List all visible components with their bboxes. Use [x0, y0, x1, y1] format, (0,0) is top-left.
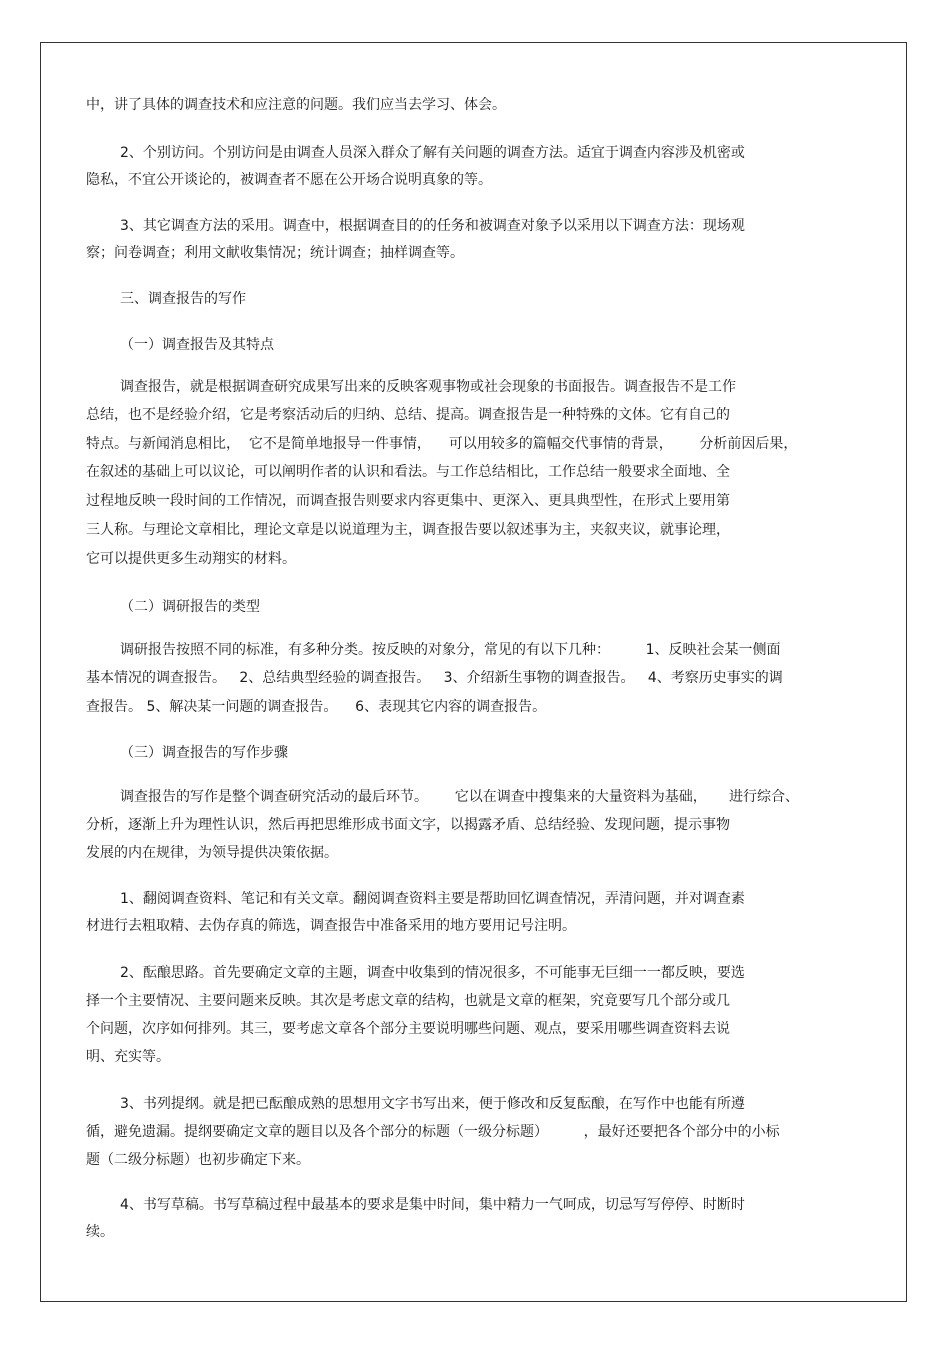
section-heading: 三、调查报告的写作 [120, 291, 246, 307]
text-line: 在叙述的基础上可以议论，可以阐明作者的认识和看法。与工作总结相比，工作总结一般要求全面地、全 [86, 464, 730, 480]
text-line: 择一个主要情况、主要问题来反映。其次是考虑文章的结构，也就是文章的框架，究竟要写几个部分或几 [86, 993, 730, 1009]
text-line: 发展的内在规律，为领导提供决策依据。 [86, 845, 338, 861]
subsection-heading: （一）调查报告及其特点 [120, 337, 274, 353]
text-line: 特点。与新闻消息相比， 它不是简单地报导一件事情， 可以用较多的篇幅交代事情的背景， 分析前因后果， [86, 436, 798, 452]
text-line: 明、充实等。 [86, 1049, 170, 1065]
text-line: 基本情况的调查报告。 2、总结典型经验的调查报告。 3、介绍新生事物的调查报告。 4、考察历史事实的调 [86, 670, 783, 686]
text-line: 隐私，不宜公开谈论的，被调查者不愿在公开场合说明真象的等。 [86, 172, 492, 188]
text-line: 总结，也不是经验介绍，它是考察活动后的归纳、总结、提高。调查报告是一种特殊的文体。它有自己的 [86, 407, 730, 423]
text-line: 3、其它调查方法的采用。调查中，根据调查目的的任务和被调查对象予以采用以下调查方法：现场观 [120, 218, 745, 234]
text-line: 分析，逐渐上升为理性认识，然后再把思维形成书面文字，以揭露矛盾、总结经验、发现问题，提示事物 [86, 817, 730, 833]
text-line: 查报告。 5、解决某一问题的调查报告。 6、表现其它内容的调查报告。 [86, 699, 547, 715]
text-line: 循，避免遗漏。提纲要确定文章的题目以及各个部分的标题（一级分标题） ，最好还要把各个部分中的小标 [86, 1124, 780, 1140]
text-line: 续。 [86, 1224, 114, 1240]
text-line: 调查报告，就是根据调查研究成果写出来的反映客观事物或社会现象的书面报告。调查报告不是工作 [120, 379, 736, 395]
text-line: 2、个别访问。个别访问是由调查人员深入群众了解有关问题的调查方法。适宜于调查内容涉及机密或 [120, 145, 745, 161]
text-line: 材进行去粗取精、去伪存真的筛选，调查报告中准备采用的地方要用记号注明。 [86, 918, 576, 934]
text-line: 2、酝酿思路。首先要确定文章的主题，调查中收集到的情况很多，不可能事无巨细一一都反映，要选 [120, 965, 745, 981]
text-line: 3、书列提纲。就是把已酝酿成熟的思想用文字书写出来，便于修改和反复酝酿，在写作中也能有所遵 [120, 1096, 745, 1112]
text-line: 过程地反映一段时间的工作情况，而调查报告则要求内容更集中、更深入、更具典型性，在形式上要用第 [86, 493, 730, 509]
subsection-heading: （二）调研报告的类型 [120, 599, 260, 615]
text-line: 1、翻阅调查资料、笔记和有关文章。翻阅调查资料主要是帮助回忆调查情况，弄清问题，并对调查素 [120, 891, 745, 907]
text-line: 中，讲了具体的调查技术和应注意的问题。我们应当去学习、体会。 [86, 97, 506, 113]
text-line: 题（二级分标题）也初步确定下来。 [86, 1152, 310, 1168]
text-line: 4、书写草稿。书写草稿过程中最基本的要求是集中时间，集中精力一气呵成，切忌写写停停、时断时 [120, 1197, 745, 1213]
text-line: 调查报告的写作是整个调查研究活动的最后环节。 它以在调查中搜集来的大量资料为基础， 进行综合、 [120, 789, 799, 805]
subsection-heading: （三）调查报告的写作步骤 [120, 745, 288, 761]
text-line: 它可以提供更多生动翔实的材料。 [86, 551, 296, 567]
text-line: 个问题，次序如何排列。其三，要考虑文章各个部分主要说明哪些问题、观点，要采用哪些调查资料去说 [86, 1021, 730, 1037]
text-line: 调研报告按照不同的标准，有多种分类。按反映的对象分，常见的有以下几种： 1、反映社会某一侧面 [120, 642, 781, 658]
text-line: 察；问卷调查；利用文献收集情况；统计调查；抽样调查等。 [86, 245, 464, 261]
text-line: 三人称。与理论文章相比，理论文章是以说道理为主，调查报告要以叙述事为主，夹叙夹议，就事论理， [86, 522, 730, 538]
